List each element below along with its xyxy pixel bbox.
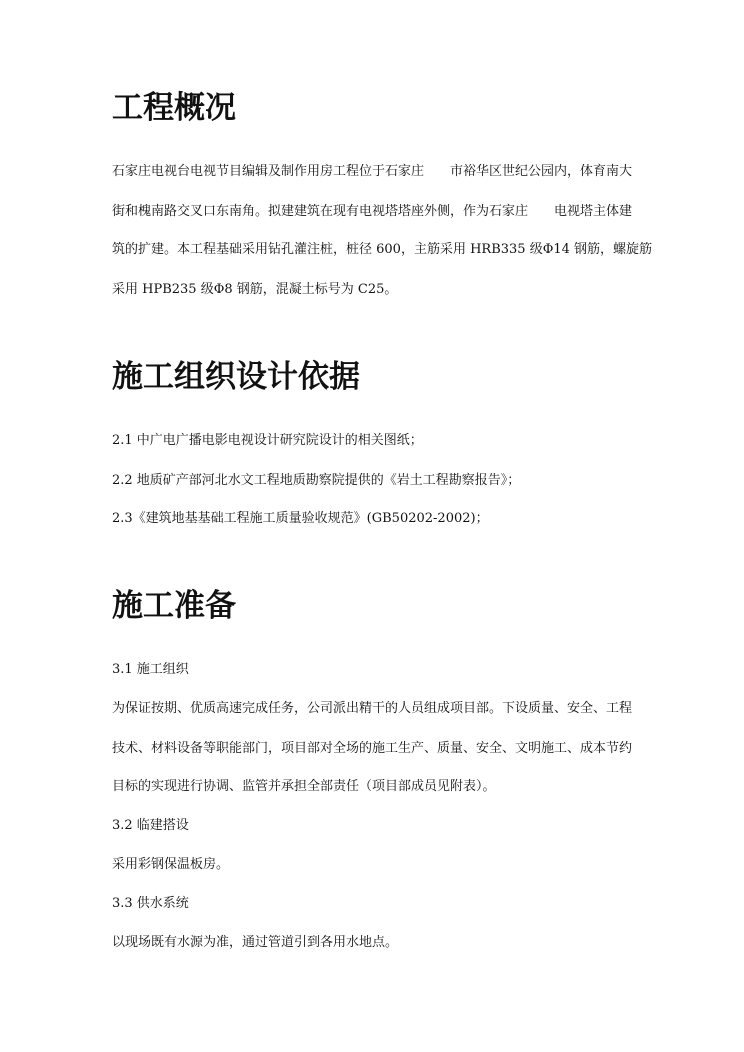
paragraph-line: 技术、材料设备等职能部门，项目部对全场的施工生产、质量、安全、文明施工、成本节约	[112, 741, 633, 756]
paragraph-line	[112, 163, 632, 181]
paragraph-line	[112, 203, 632, 221]
text-fragment: 街和槐南路交叉口东南角。拟建建筑在现有电视塔塔座外侧，作为石家庄	[112, 204, 529, 219]
list-item: 2.1 中广电广播电影电视设计研究院设计的相关图纸；	[112, 433, 423, 448]
list-item: 2.3《建筑地基基础工程施工质量验收规范》(GB50202-2002)；	[112, 511, 489, 526]
subsection-heading: 3.2 临建搭设	[112, 818, 189, 833]
text-fragment: 石家庄电视台电视节目编辑及制作用房工程位于石家庄	[112, 164, 425, 179]
subsection-heading: 3.3 供水系统	[112, 896, 189, 911]
section-title-construction-prep: 施工准备	[112, 588, 236, 624]
paragraph-line: 采用彩钢保温板房。	[112, 857, 230, 872]
paragraph-line: 筑的扩建。本工程基础采用钻孔灌注桩，桩径 600，主筋采用 HRB335 级Φ14 钢筋，螺旋筋	[112, 242, 653, 257]
text-fragment: 市裕华区世纪公园内，体育南大	[450, 164, 633, 179]
paragraph-line: 以现场既有水源为准，通过管道引到各用水地点。	[112, 935, 399, 950]
subsection-heading: 3.1 施工组织	[112, 662, 189, 677]
text-fragment: 电视塔主体建	[554, 204, 633, 219]
paragraph-line: 采用 HPB235 级Φ8 钢筋，混凝土标号为 C25。	[112, 282, 398, 297]
paragraph-line: 目标的实现进行协调、监管并承担全部责任（项目部成员见附表）。	[112, 779, 496, 794]
paragraph-line: 为保证按期、优质高速完成任务，公司派出精干的人员组成项目部。下设质量、安全、工程	[112, 701, 633, 716]
section-title-design-basis: 施工组织设计依据	[112, 359, 360, 395]
section-title-project-overview: 工程概况	[112, 90, 236, 126]
list-item: 2.2 地质矿产部河北水文工程地质勘察院提供的《岩土工程勘察报告》；	[112, 473, 521, 488]
